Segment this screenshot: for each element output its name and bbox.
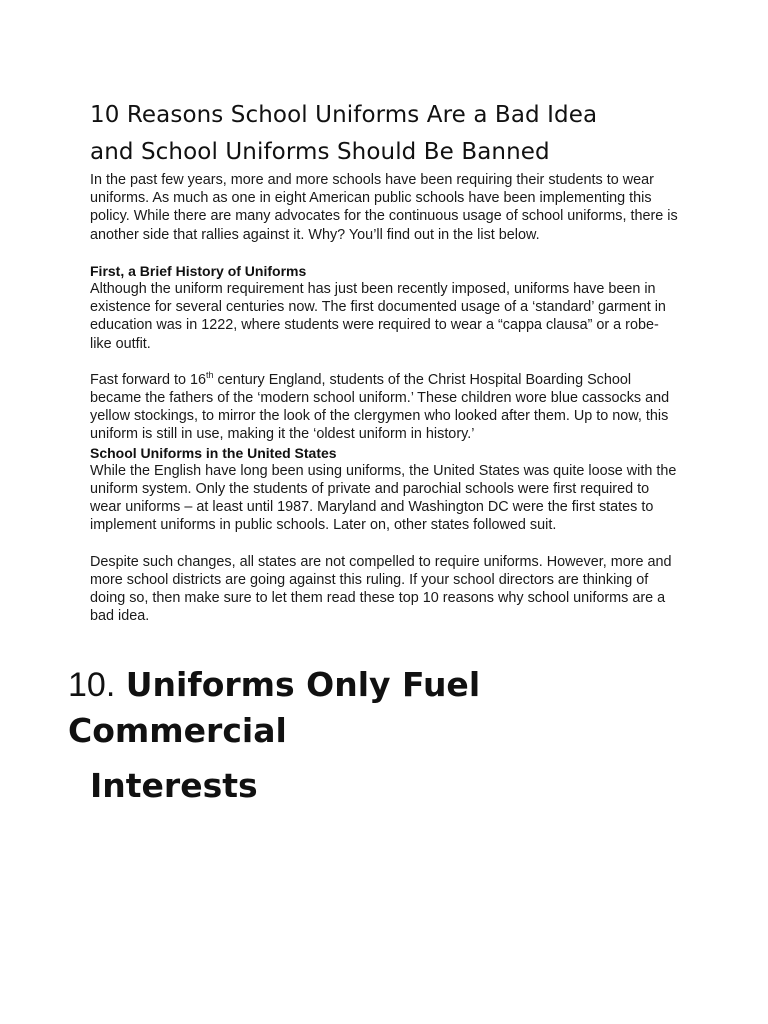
- reason-10-heading: [68, 662, 708, 809]
- ordinal-superscript: th: [205, 370, 214, 381]
- history-heading: First, a Brief History of Uniforms: [90, 262, 307, 279]
- title-line-2: and School Uniforms Should Be Banned: [90, 139, 550, 165]
- intro-paragraph: In the past few years, more and more schools have been requiring their students to wear uniforms. As much as one in eight American public schools have been implementing this policy. While there are many advocates for the continuous usage of school uniforms, there is another side that rallies against it. Why? You’ll find out in the list below.: [90, 172, 678, 243]
- spacer: [90, 244, 680, 262]
- title-line-1: 10 Reasons School Uniforms Are a Bad Idea: [90, 102, 598, 128]
- spacer: [90, 535, 680, 553]
- reason-title-line-2: Interests: [90, 766, 258, 805]
- reason-title-line-1: Uniforms Only Fuel Commercial: [68, 665, 481, 750]
- us-heading: School Uniforms in the United States: [90, 444, 337, 461]
- us-paragraph-2: Despite such changes, all states are not compelled to require uniforms. However, more and more school districts are going against this ruling. If your school directors are thinking of doing so, then make sure to let them read these top 10 reasons why school uniforms are a bad idea.: [90, 553, 672, 625]
- document-title: [90, 97, 680, 171]
- history-paragraph-2: [90, 371, 680, 444]
- reason-number: 10.: [68, 666, 116, 704]
- spacer: [90, 353, 680, 371]
- history-paragraph-1: Although the uniform requirement has just been recently imposed, uniforms have been in existence for several centuries now. The first documented usage of a ‘standard’ garment in education was in 1222, where students were required to wear a “cappa clausa” or a robe-like outfit.: [90, 281, 666, 352]
- history-paragraph-2-start: Fast forward to 16: [90, 371, 206, 388]
- history-paragraph-2-rest: century England, students of the Christ Hospital Boarding School became the fathers of the ‘modern school uniform.’ These children wore blue cassocks and yellow stockings, to mirror the look of the clergymen who looked after them. Up to now, this uniform is still in use, making it the ‘oldest uniform in history.’: [90, 371, 670, 443]
- us-paragraph-1: While the English have long been using uniforms, the United States was quite loose with the uniform system. Only the students of private and parochial schools were first required to wear uniforms – at least until 1987. Maryland and Washington DC were the first states to implement uniforms in public schools. Later on, other states followed suit.: [90, 462, 677, 534]
- document-body: [90, 97, 680, 625]
